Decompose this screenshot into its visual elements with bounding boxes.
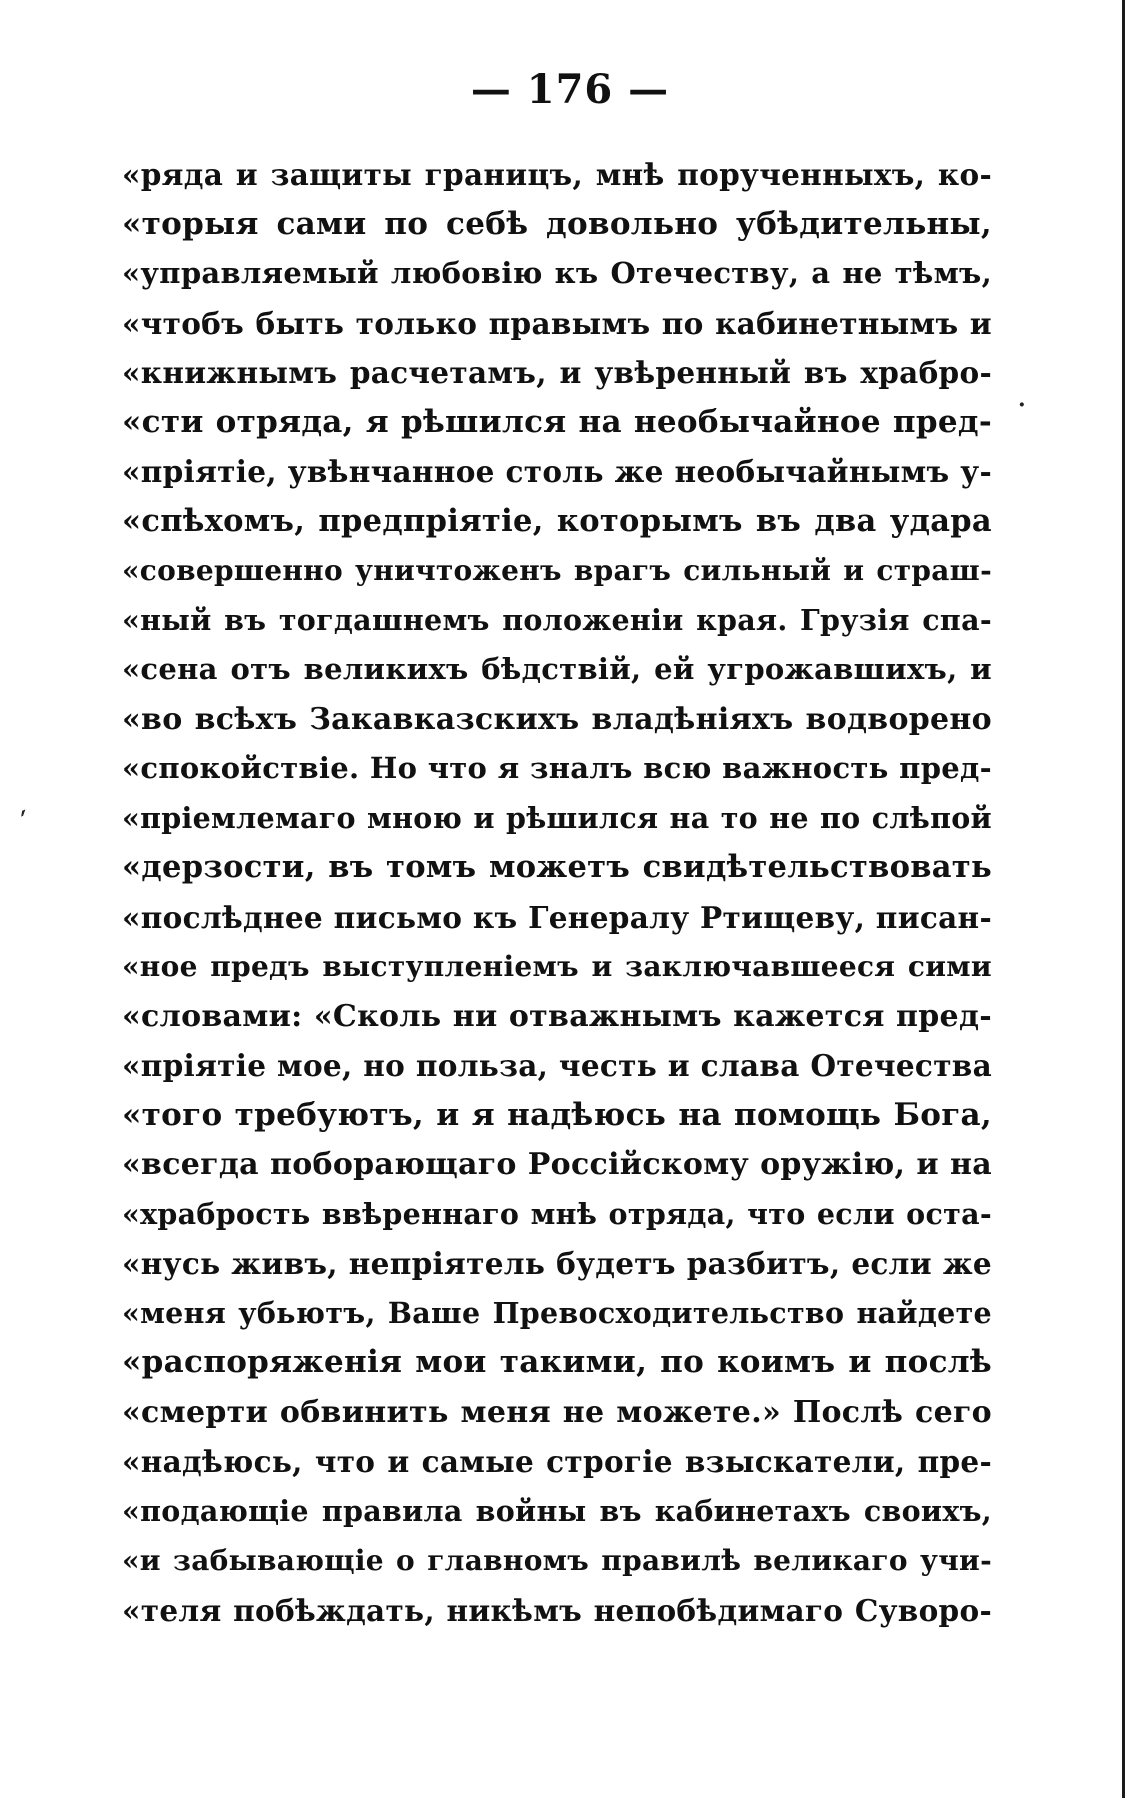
text-line: «чтобъ быть только правымъ по кабинетнымъ и [122, 305, 992, 341]
text-line: «ряда и защиты границъ, мнѣ порученныхъ, ко- [122, 157, 992, 192]
text-line: «торыя сами по себѣ довольно убѣдительны, [122, 205, 992, 242]
text-line: «дерзости, въ томъ можетъ свидѣтельствовать [122, 849, 992, 885]
page-number: — 176 — [470, 66, 670, 113]
text-line: «меня убьютъ, Ваше Превосходительство найдете [122, 1295, 992, 1330]
text-line: «спокойствіе. Но что я зналъ всю важность пред- [122, 751, 992, 785]
text-line: «того требуютъ, и я надѣюсь на помощь Бога, [122, 1096, 992, 1133]
text-line: «теля побѣждать, никѣмъ непобѣдимаго Суворо- [122, 1592, 992, 1628]
text-line: «послѣднее письмо къ Генералу Ртищеву, писан- [122, 899, 992, 935]
text-line: «пріятіе, увѣнчанное столь же необычайнымъ у- [122, 454, 992, 489]
text-line: «сена отъ великихъ бѣдствій, ей угрожавшихъ, и [122, 652, 992, 686]
text-line: «ный въ тогдашнемъ положеніи края. Грузія спа- [122, 602, 992, 637]
page-edge-rule [1122, 0, 1125, 1798]
text-line: «и забывающіе о главномъ правилѣ великаго учи- [122, 1544, 992, 1577]
text-line: «смерти обвинить меня не можете.» Послѣ сего [122, 1394, 992, 1430]
text-line: «храбрость ввѣреннаго мнѣ отряда, что если оста- [122, 1196, 992, 1231]
text-line: «словами: «Сколь ни отважнымъ кажется пред- [122, 998, 992, 1034]
text-line: «пріятіе мое, но польза, честь и слава Отечества [122, 1048, 992, 1083]
text-line: «книжнымъ расчетамъ, и увѣренный въ храбро- [122, 355, 992, 390]
text-line: «надѣюсь, что и самые строгіе взыскатели, пре- [122, 1444, 992, 1479]
text-line: «во всѣхъ Закавказскихъ владѣніяхъ водворено [122, 701, 992, 737]
text-line: «управляемый любовію къ Отечеству, а не тѣмъ, [122, 256, 992, 290]
text-line: «пріемлемаго мною и рѣшился на то не по слѣпой [122, 800, 992, 835]
text-line: «всегда поборающаго Россійскому оружію, и на [122, 1147, 992, 1182]
text-line: «подающіе правила войны въ кабинетахъ своихъ, [122, 1493, 992, 1528]
text-line: «ное предъ выступленіемъ и заключавшееся сими [122, 950, 992, 983]
text-line: «сти отряда, я рѣшился на необычайное пред- [122, 403, 992, 440]
text-line: «совершенно уничтоженъ врагъ сильный и страш- [122, 554, 992, 587]
text-line: «нусь живъ, непріятель будетъ разбитъ, если же [122, 1246, 992, 1281]
scan-speck: · [1018, 392, 1026, 418]
body-text [122, 150, 992, 1635]
text-line: «спѣхомъ, предпріятіе, которымъ въ два удара [122, 502, 992, 539]
text-line: «распоряженія мои такими, по коимъ и послѣ [122, 1344, 992, 1380]
scan-mark: ˊ [14, 806, 39, 840]
